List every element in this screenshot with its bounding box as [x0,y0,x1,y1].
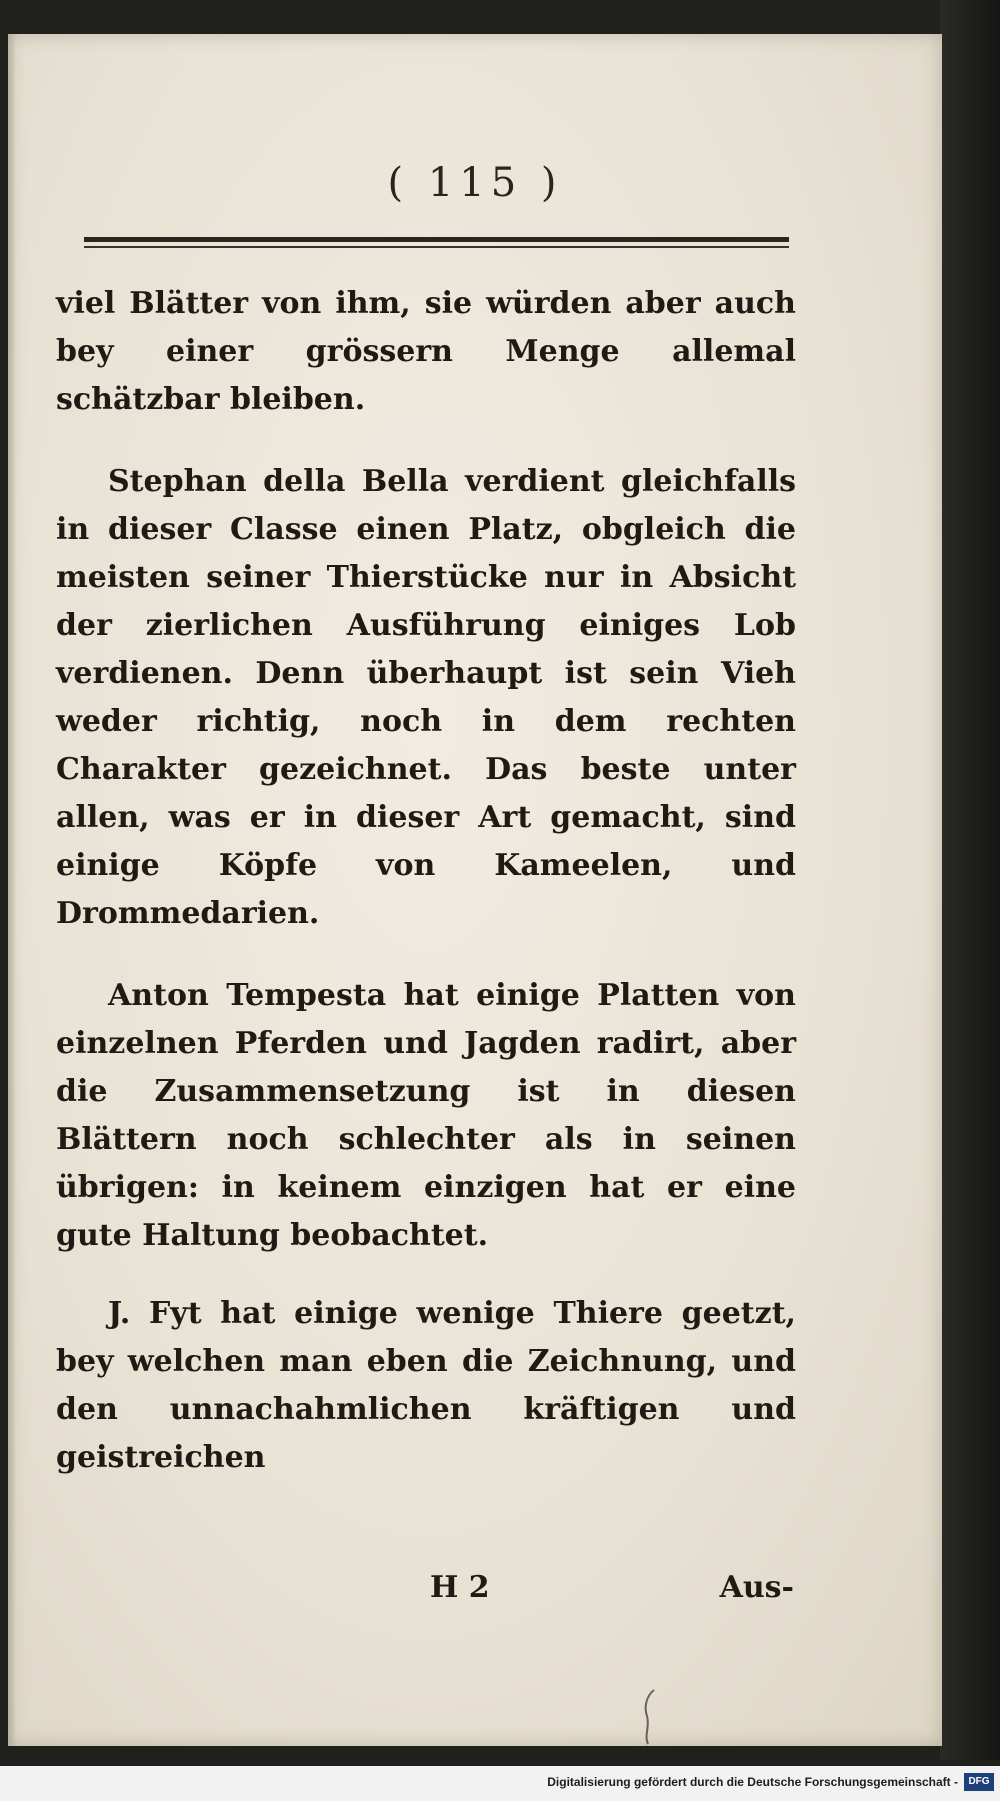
page-edge-shadow [8,34,16,1746]
paragraph: viel Blätter von ihm, sie würden aber auch bey einer grössern Menge allemal schätzbar bleiben. [56,286,796,417]
paragraph: Anton Tempesta hat einige Platten von einzelnen Pferden und Jagden radirt, aber die Zusammensetzung ist in diesen Blättern noch schlechter als in seinen übrigen: in keinem einzigen hat er eine gute Haltung beobachtet. [56,978,796,1253]
header-rule-thin [84,246,789,248]
book-page [8,34,942,1746]
paragraph: J. Fyt hat einige wenige Thiere geetzt, bey welchen man eben die Zeichnung, und den unnachahmlichen kräftigen und geistreichen [56,1296,796,1475]
header-rule [84,237,789,242]
footer-credit: Digitalisierung gefördert durch die Deutsche Forschungsgemeinschaft - [547,1775,958,1789]
paragraph: Stephan della Bella verdient gleichfalls in dieser Classe einen Platz, obgleich die meisten seiner Thierstücke nur in Absicht der zierlichen Ausführung einiges Lob verdienen. Denn überhaupt ist sein Vieh weder richtig, noch in dem rechten Charakter gezeichnet. Das beste unter allen, was er in dieser Art gemacht, sind einige Köpfe von Kameelen, und Drommedarien. [56,464,796,931]
body-text [56,280,796,1482]
dfg-logo: DFG [964,1773,994,1791]
book-edge-shadow [940,0,1000,1760]
signature-mark: H 2 [430,1570,490,1605]
page-number: ( 115 ) [387,160,563,206]
pencil-mark-icon [638,1686,662,1746]
footer-bar [0,1766,1000,1801]
catchword: Aus- [719,1570,794,1605]
